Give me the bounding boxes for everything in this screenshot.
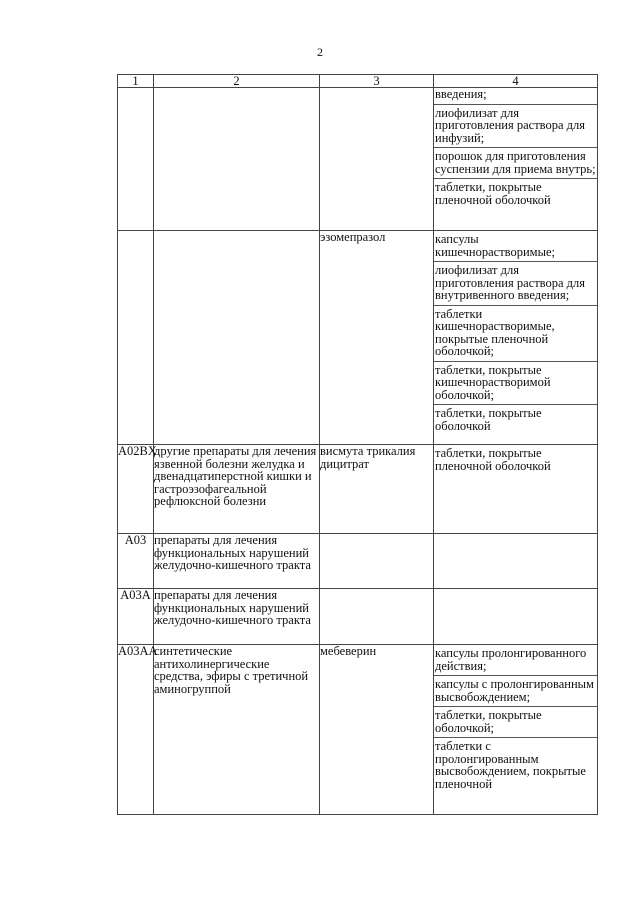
drug-name: мебеверин <box>320 645 434 815</box>
dosage-forms-cell <box>434 231 598 445</box>
dosage-form: таблетки, покрытые оболочкой <box>434 404 597 435</box>
atc-code: A03AA <box>118 645 154 815</box>
drug-table <box>117 74 598 815</box>
dosage-form: таблетки, покрытые пленочной оболочкой <box>434 178 597 209</box>
column-header: 3 <box>320 75 434 88</box>
dosage-forms-cell <box>434 88 598 231</box>
atc-code <box>118 88 154 231</box>
table-row <box>118 645 598 815</box>
table-row <box>118 534 598 589</box>
dosage-form: введения; <box>435 87 487 101</box>
dosage-form: капсулы кишечнорастворимые; <box>435 232 555 259</box>
drug-name: эзомепразол <box>320 231 434 445</box>
drug-name <box>320 589 434 645</box>
dosage-form: капсулы с пролонгированным высвобождением; <box>434 675 597 706</box>
dosage-forms-cell <box>434 534 598 589</box>
dosage-forms-cell <box>434 445 598 534</box>
drug-name <box>320 88 434 231</box>
dosage-form: капсулы пролонгированного действия; <box>435 646 587 673</box>
atc-code: A02BX <box>118 445 154 534</box>
group-name <box>154 231 320 445</box>
dosage-forms-cell <box>434 589 598 645</box>
atc-code: A03 <box>118 534 154 589</box>
group-name <box>154 88 320 231</box>
dosage-form: лиофилизат для приготовления раствора для инфузий; <box>434 104 597 148</box>
dosage-form: порошок для приготовления суспензии для приема внутрь; <box>434 147 597 178</box>
table-row <box>118 589 598 645</box>
atc-code: A03A <box>118 589 154 645</box>
dosage-form: таблетки, покрытые оболочкой; <box>434 706 597 737</box>
dosage-form: таблетки кишечнорастворимые, покрытые пленочной оболочкой; <box>434 305 597 361</box>
dosage-form: таблетки, покрытые пленочной оболочкой <box>435 446 551 473</box>
dosage-forms-cell <box>434 645 598 815</box>
group-name: препараты для лечения функциональных нарушений желудочно-кишечного тракта <box>154 589 320 645</box>
dosage-form: таблетки, покрытые кишечнорастворимой оболочкой; <box>434 361 597 405</box>
dosage-form: таблетки с пролонгированным высвобождением, покрытые пленочной <box>434 737 597 793</box>
group-name: препараты для лечения функциональных нарушений желудочно-кишечного тракта <box>154 534 320 589</box>
group-name: синтетические антихолинергические средства, эфиры с третичной аминогруппой <box>154 645 320 815</box>
page-number: 2 <box>317 45 323 59</box>
group-name: другие препараты для лечения язвенной болезни желудка и двенадцатиперстной кишки и гастроэзофагеальной рефлюксной болезни <box>154 445 320 534</box>
table-row <box>118 88 598 231</box>
table-row <box>118 231 598 445</box>
atc-code <box>118 231 154 445</box>
drug-name: висмута трикалия дицитрат <box>320 445 434 534</box>
column-header: 2 <box>154 75 320 88</box>
table-header-row <box>118 75 598 88</box>
column-header: 1 <box>118 75 154 88</box>
column-header: 4 <box>434 75 598 88</box>
dosage-form: лиофилизат для приготовления раствора для внутривенного введения; <box>434 261 597 305</box>
drug-name <box>320 534 434 589</box>
table-row <box>118 445 598 534</box>
